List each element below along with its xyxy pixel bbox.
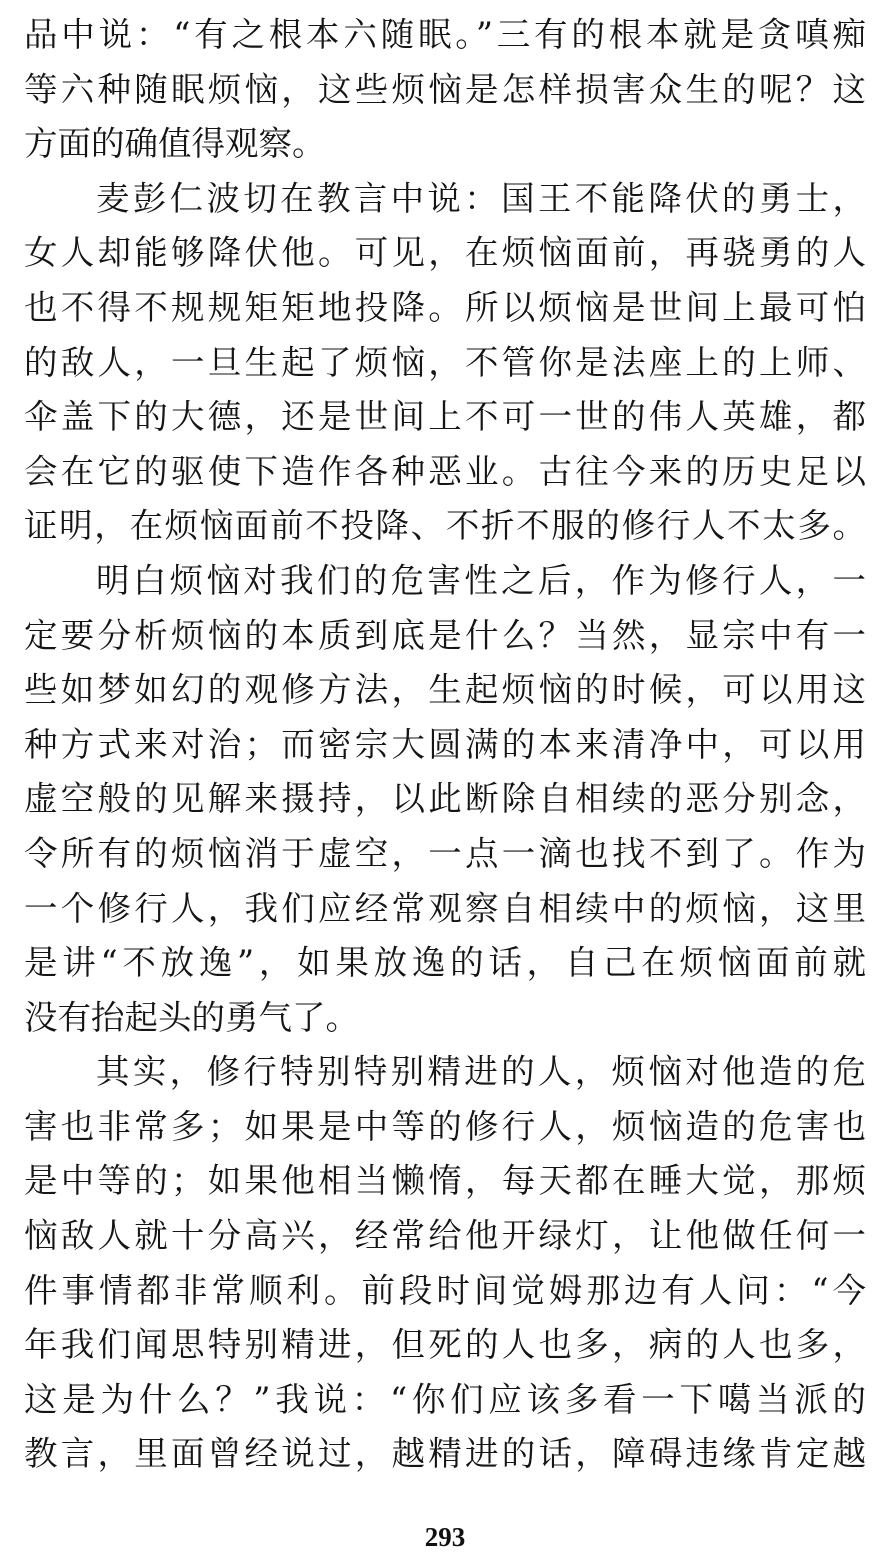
text-line: 教言，里面曾经说过，越精进的话，障碍违缘肯定越 [24,1434,866,1474]
text-line: 些如梦如幻的观修方法，生起烦恼的时候，可以用这 [24,670,866,710]
text-line: 伞盖下的大德，还是世间上不可一世的伟人英雄，都 [24,397,866,437]
text-line: 定要分析烦恼的本质到底是什么？当然，显宗中有一 [24,615,866,655]
text-line: 证明，在烦恼面前不投降、不折不服的修行人不太多。 [24,506,866,546]
text-line: 令所有的烦恼消于虚空，一点一滴也找不到了。作为 [24,833,866,873]
text-line: 没有抬起头的勇气了。 [24,997,359,1037]
text-line: 这是为什么？”我说：“你们应该多看一下噶当派的 [24,1379,866,1419]
text-line: 恼敌人就十分高兴，经常给他开绿灯，让他做任何一 [24,1216,866,1256]
text-line: 女人却能够降伏他。可见，在烦恼面前，再骁勇的人 [24,233,866,273]
text-line: 也不得不规规矩矩地投降。所以烦恼是世间上最可怕 [24,287,866,327]
page-number: 293 [424,1522,466,1552]
text-line: 的敌人，一旦生起了烦恼，不管你是法座上的上师、 [24,342,866,382]
text-line: 种方式来对治；而密宗大圆满的本来清净中，可以用 [24,724,866,764]
text-line: 其实，修行特别特别精进的人，烦恼对他造的危 [96,1052,866,1092]
text-line: 年我们闻思特别精进，但死的人也多，病的人也多， [24,1325,866,1365]
body-text [24,8,866,1482]
text-line: 会在它的驱使下造作各种恶业。古往今来的历史足以 [24,451,866,491]
text-line: 件事情都非常顺利。前段时间觉姆那边有人问：“今 [24,1270,866,1310]
text-line: 明白烦恼对我们的危害性之后，作为修行人，一 [96,560,866,600]
text-line: 麦彭仁波切在教言中说：国王不能降伏的勇士， [96,178,866,218]
text-line: 方面的确值得观察。 [24,124,326,164]
text-line: 品中说：“有之根本六随眠。”三有的根本就是贪嗔痴 [24,15,866,54]
text-line: 虚空般的见解来摄持，以此断除自相续的恶分别念， [24,779,866,819]
text-line: 害也非常多；如果是中等的修行人，烦恼造的危害也 [24,1106,866,1146]
text-line: 是中等的；如果他相当懒惰，每天都在睡大觉，那烦 [24,1161,866,1201]
text-line: 等六种随眠烦恼，这些烦恼是怎样损害众生的呢？这 [24,69,866,109]
text-line: 一个修行人，我们应经常观察自相续中的烦恼，这里 [24,888,866,928]
text-line: 是讲“不放逸”，如果放逸的话，自己在烦恼面前就 [24,943,866,983]
